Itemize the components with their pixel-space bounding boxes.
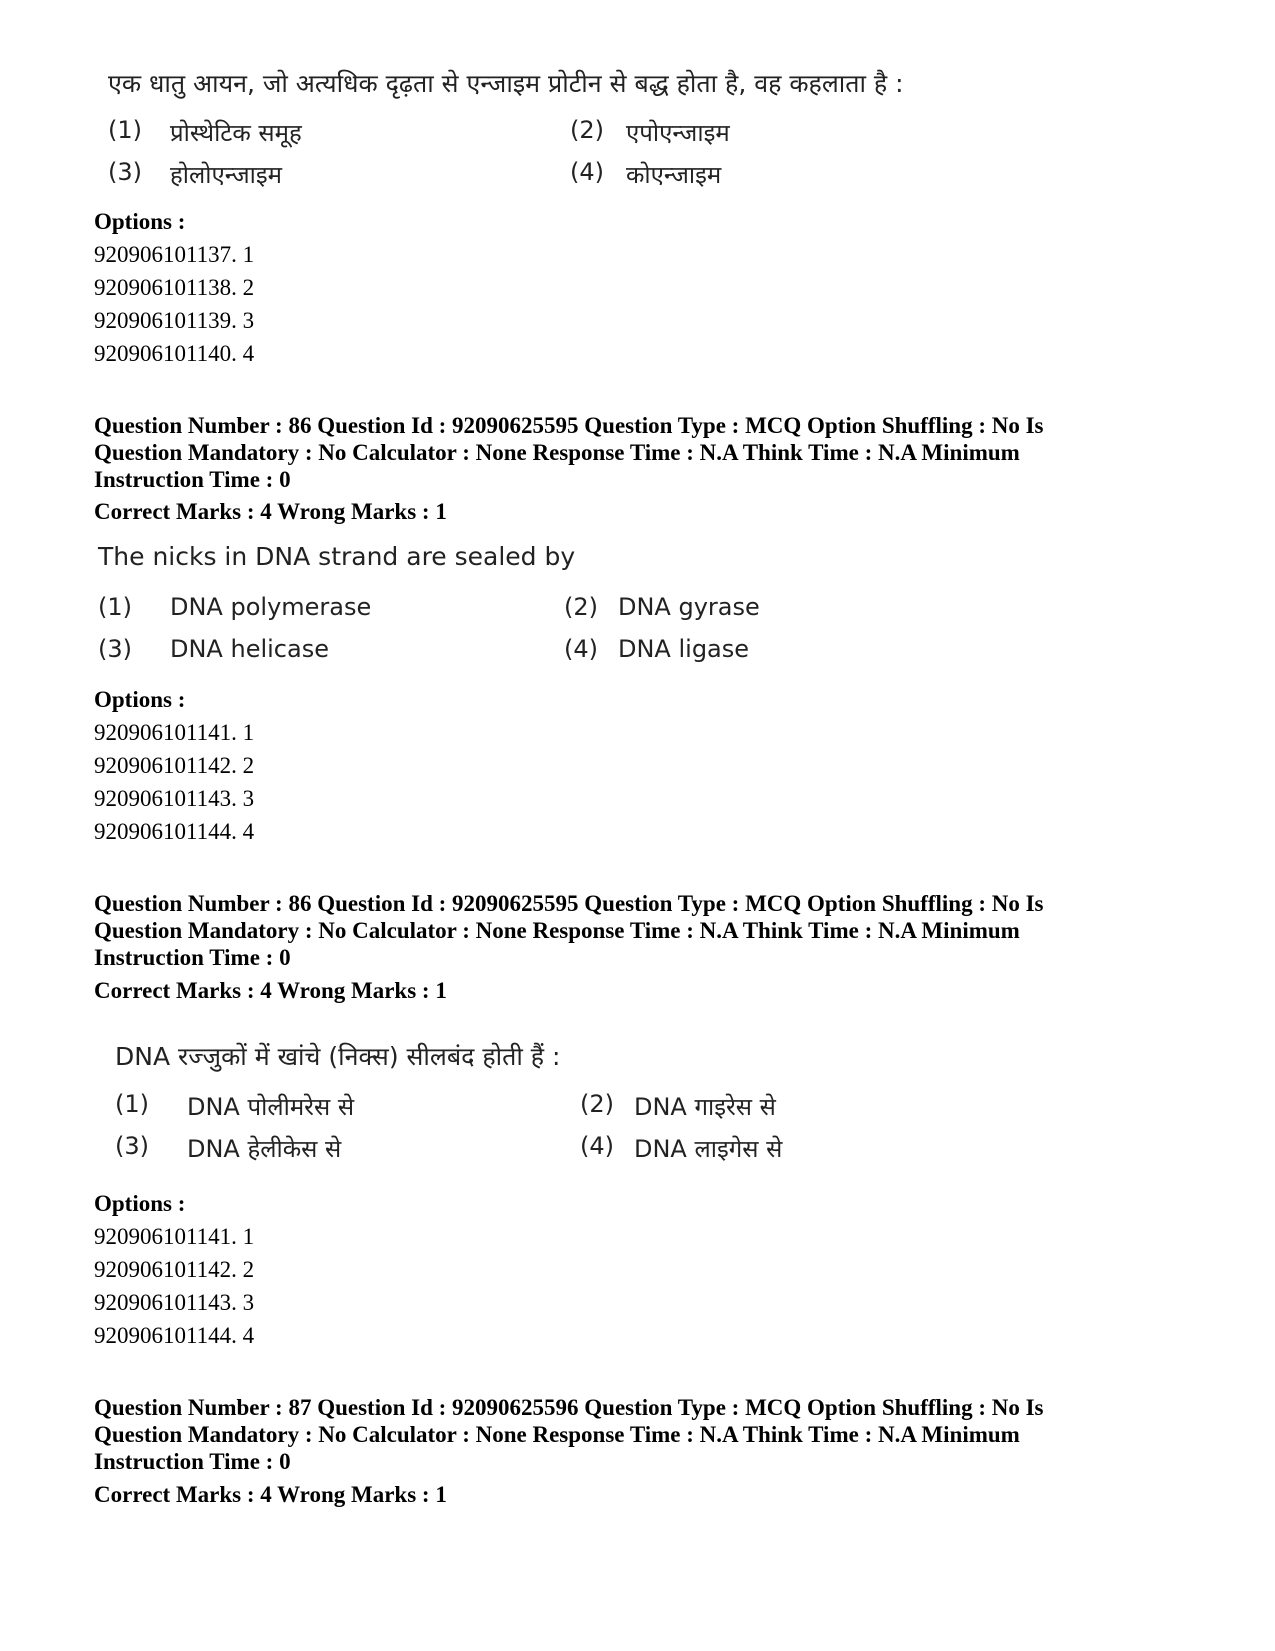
option-id: 920906101141. 1	[94, 720, 255, 745]
option-id-list	[94, 238, 254, 370]
option-id-list	[94, 716, 254, 848]
option-id: 920906101137. 1	[94, 242, 255, 267]
option-text: कोएन्जाइम	[626, 161, 722, 189]
question-image-1	[108, 62, 1108, 202]
meta-line: Question Mandatory : No Calculator : None Response Time : N.A Think Time : N.A Minimum	[94, 440, 1020, 465]
meta-line: Question Number : 87 Question Id : 92090625596 Question Type : MCQ Option Shuffling : No Is	[94, 1395, 1044, 1420]
option-id: 920906101144. 4	[94, 819, 255, 844]
option-number: (3)	[108, 158, 142, 186]
option-text: DNA gyrase	[618, 593, 760, 621]
option-text: DNA ligase	[618, 635, 750, 663]
question-meta	[94, 412, 1194, 493]
option-number: (1)	[108, 116, 142, 144]
options-label: Options :	[94, 687, 186, 712]
option-text: DNA polymerase	[170, 593, 372, 621]
option-text: DNA हेलीकेस से	[187, 1135, 342, 1163]
option-text: प्रोस्थेटिक समूह	[170, 119, 302, 147]
option-item	[98, 635, 558, 669]
option-number: (4)	[564, 635, 598, 663]
option-id: 920906101144. 4	[94, 1323, 255, 1348]
option-number: (4)	[570, 158, 604, 186]
question-text: एक धातु आयन, जो अत्यधिक दृढ़ता से एन्जाइम प्रोटीन से बद्ध होता है, वह कहलाता है :	[108, 69, 904, 98]
option-number: (2)	[580, 1090, 614, 1118]
option-item	[564, 593, 1024, 627]
option-number: (4)	[580, 1132, 614, 1160]
question-text: DNA रज्जुकों में खांचे (निक्स) सीलबंद होती हैं :	[115, 1042, 561, 1071]
option-item	[580, 1090, 1040, 1124]
option-id: 920906101143. 3	[94, 786, 255, 811]
option-id: 920906101142. 2	[94, 1257, 255, 1282]
option-text: एपोएन्जाइम	[626, 119, 730, 147]
option-id: 920906101141. 1	[94, 1224, 255, 1249]
option-item	[115, 1090, 575, 1124]
option-id: 920906101139. 3	[94, 308, 255, 333]
meta-line: Question Number : 86 Question Id : 92090625595 Question Type : MCQ Option Shuffling : No Is	[94, 413, 1044, 438]
option-item	[570, 116, 1030, 150]
option-number: (2)	[570, 116, 604, 144]
options-label: Options :	[94, 1191, 186, 1216]
options-label: Options :	[94, 209, 186, 234]
option-id: 920906101142. 2	[94, 753, 255, 778]
option-item	[108, 116, 568, 150]
option-text: होलोएन्जाइम	[170, 161, 283, 189]
option-text: DNA गाइरेस से	[634, 1093, 776, 1121]
option-number: (1)	[115, 1090, 149, 1118]
option-id: 920906101140. 4	[94, 341, 255, 366]
option-item	[564, 635, 1024, 669]
meta-line: Instruction Time : 0	[94, 1449, 291, 1474]
marks-line: Correct Marks : 4 Wrong Marks : 1	[94, 978, 447, 1003]
question-text: The nicks in DNA strand are sealed by	[98, 542, 576, 571]
marks-line: Correct Marks : 4 Wrong Marks : 1	[94, 1482, 447, 1507]
option-item	[115, 1132, 575, 1166]
option-text: DNA helicase	[170, 635, 329, 663]
option-id: 920906101143. 3	[94, 1290, 255, 1315]
option-number: (3)	[115, 1132, 149, 1160]
option-number: (3)	[98, 635, 132, 663]
option-item	[580, 1132, 1040, 1166]
meta-line: Instruction Time : 0	[94, 467, 291, 492]
option-text: DNA पोलीमरेस से	[187, 1093, 355, 1121]
question-meta	[94, 890, 1194, 971]
option-number: (1)	[98, 593, 132, 621]
option-item	[98, 593, 558, 627]
question-meta	[94, 1394, 1194, 1475]
option-item	[108, 158, 568, 192]
option-id-list	[94, 1220, 254, 1352]
option-id: 920906101138. 2	[94, 275, 255, 300]
option-number: (2)	[564, 593, 598, 621]
question-image-2	[98, 540, 1098, 670]
meta-line: Question Number : 86 Question Id : 92090625595 Question Type : MCQ Option Shuffling : No Is	[94, 891, 1044, 916]
meta-line: Instruction Time : 0	[94, 945, 291, 970]
meta-line: Question Mandatory : No Calculator : None Response Time : N.A Think Time : N.A Minimum	[94, 1422, 1020, 1447]
option-text: DNA लाइगेस से	[634, 1135, 783, 1163]
option-item	[570, 158, 1030, 192]
meta-line: Question Mandatory : No Calculator : None Response Time : N.A Think Time : N.A Minimum	[94, 918, 1020, 943]
marks-line: Correct Marks : 4 Wrong Marks : 1	[94, 499, 447, 524]
question-image-3	[115, 1037, 1115, 1167]
